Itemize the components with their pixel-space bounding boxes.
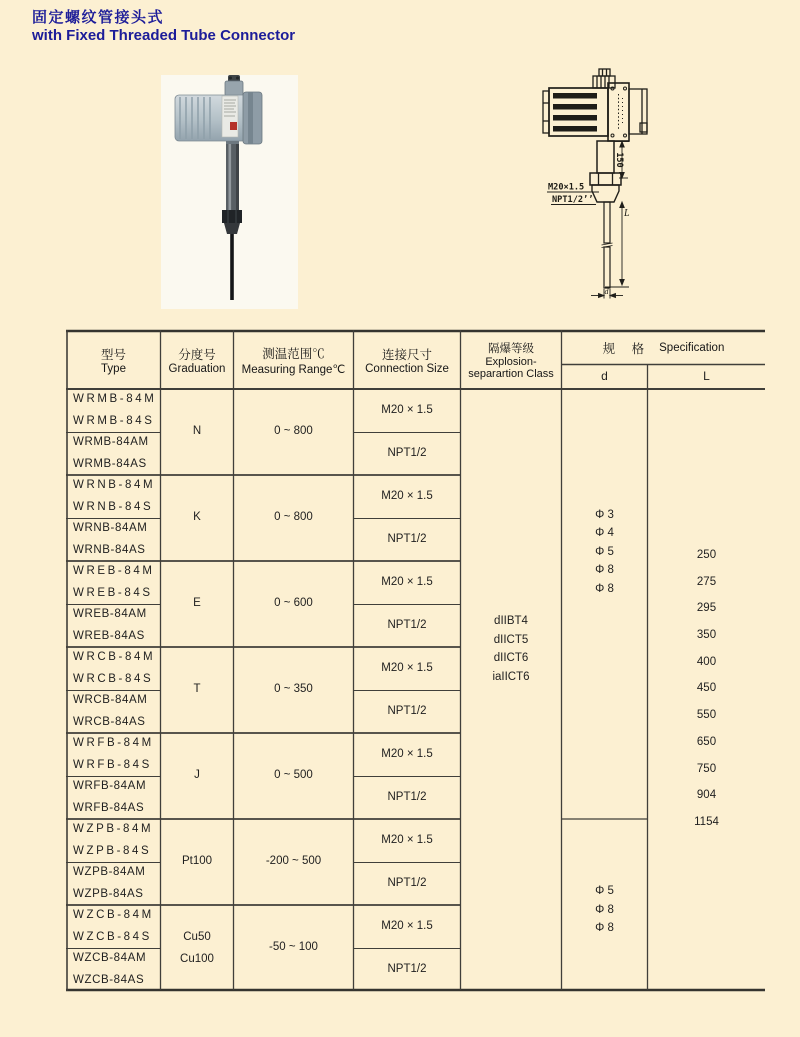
- col-header-type-en: Type: [101, 363, 126, 375]
- d-value: Φ 5: [595, 885, 614, 897]
- graduation-cell: [161, 905, 233, 991]
- l-value: 275: [696, 575, 717, 588]
- graduation-cell: K: [193, 511, 201, 524]
- d-value: Φ 8: [595, 582, 614, 595]
- explosion-class-list: [461, 612, 561, 686]
- model-cell: WZCB-84AM: [73, 952, 147, 965]
- model-cell: WRFB-84S: [73, 758, 152, 771]
- graduation-cell: N: [192, 425, 202, 438]
- col-header-spec-en: Specification: [659, 341, 725, 354]
- model-cell: WRNB-84AS: [73, 543, 146, 556]
- d-value-list-lower: [562, 882, 647, 938]
- thread-npt-label: NPT1/2’’: [552, 195, 594, 205]
- model-cell: WRNB-84AM: [73, 522, 148, 535]
- col-header-l: L: [703, 369, 710, 384]
- range-cell: 0 ~ 350: [274, 683, 313, 696]
- col-header-explosion-zh: 隔爆等级: [488, 342, 534, 355]
- connection-cell: M20 × 1.5: [381, 489, 433, 502]
- l-value: 295: [696, 602, 717, 615]
- model-cell: WREB-84S: [73, 586, 153, 599]
- model-cell: WRMB-84AS: [73, 457, 147, 470]
- l-value: 350: [696, 629, 717, 642]
- model-cell: WREB-84M: [73, 565, 155, 578]
- col-header-explosion-en2: separartion Class: [468, 367, 554, 380]
- col-header-range: [234, 331, 353, 389]
- connection-cell: NPT1/2: [387, 962, 427, 975]
- col-header-connection-en: Connection Size: [365, 363, 449, 375]
- dim-150-label: 150: [614, 152, 624, 168]
- model-cell: WRMB-84AM: [73, 436, 149, 449]
- model-cell: WRFB-84AS: [73, 801, 145, 814]
- graduation-cell: E: [193, 597, 201, 610]
- graduation-cell: Pt100: [181, 855, 213, 868]
- d-value: Φ 8: [595, 922, 614, 934]
- connection-cell: NPT1/2: [387, 704, 427, 717]
- explosion-class: dIIBT4: [494, 615, 528, 627]
- graduation-line2: Cu100: [180, 953, 214, 965]
- connection-cell: NPT1/2: [387, 876, 427, 889]
- model-cell: WRCB-84M: [73, 651, 156, 664]
- l-value: 550: [696, 709, 717, 722]
- d-value: Φ 8: [595, 903, 614, 916]
- col-header-type: [67, 331, 160, 389]
- model-cell: WRFB-84AM: [73, 780, 147, 793]
- model-cell: WRNB-84S: [73, 500, 154, 513]
- range-cell: 0 ~ 800: [274, 425, 313, 438]
- graduation-cell: T: [193, 683, 201, 696]
- col-header-explosion: [461, 330, 561, 389]
- d-value: Φ 5: [595, 545, 614, 558]
- connection-cell: M20 × 1.5: [381, 661, 433, 674]
- model-cell: WRCB-84S: [73, 672, 154, 685]
- model-cell: WZPB-84AM: [73, 866, 146, 879]
- connection-cell: M20 × 1.5: [381, 833, 433, 846]
- col-header-type-zh: 型号: [100, 348, 126, 362]
- d-value-list-upper: [562, 506, 647, 598]
- model-cell: WRMB-84M: [73, 393, 157, 406]
- connection-cell: M20 × 1.5: [381, 575, 433, 588]
- model-cell: WZCB-84M: [73, 909, 154, 922]
- model-cell: WRFB-84M: [73, 737, 154, 750]
- connection-cell: M20 × 1.5: [381, 403, 433, 416]
- explosion-class: iaIICT6: [492, 670, 530, 683]
- dim-l-label: L: [624, 208, 630, 219]
- range-cell: 0 ~ 800: [274, 511, 313, 524]
- col-header-d: d: [601, 369, 608, 384]
- range-cell: -50 ~ 100: [269, 941, 318, 954]
- col-header-range-en: Measuring Range℃: [241, 364, 346, 376]
- model-cell: WRCB-84AS: [73, 715, 146, 728]
- l-value: 750: [696, 762, 717, 775]
- range-cell: 0 ~ 500: [274, 769, 313, 782]
- page-title-zh: 固定螺纹管接头式: [32, 9, 165, 26]
- d-value: Φ 3: [595, 509, 614, 521]
- col-header-explosion-en1: Explosion-: [485, 355, 537, 368]
- col-header-specification: [562, 331, 765, 364]
- graduation-cell: J: [194, 769, 200, 782]
- model-cell: WZCB-84S: [73, 930, 152, 943]
- l-value: 650: [696, 735, 717, 748]
- model-cell: WRNB-84M: [73, 479, 156, 492]
- col-header-graduation-en: Graduation: [168, 363, 226, 375]
- col-header-connection: [354, 331, 460, 389]
- explosion-class: dIICT5: [493, 633, 529, 646]
- col-header-spec-zh: 规 格: [602, 341, 647, 356]
- explosion-class: dIICT6: [493, 652, 529, 665]
- model-cell: WREB-84AS: [73, 629, 145, 642]
- l-value: 450: [696, 682, 717, 695]
- connection-cell: NPT1/2: [387, 618, 427, 631]
- connection-cell: NPT1/2: [387, 446, 427, 459]
- l-value-list: [648, 542, 765, 836]
- model-cell: WRMB-84S: [73, 414, 155, 427]
- col-header-graduation: [161, 331, 233, 389]
- col-header-graduation-zh: 分度号: [178, 348, 216, 362]
- model-cell: WZPB-84S: [73, 844, 152, 857]
- col-header-range-zh: 测温范围℃: [262, 347, 325, 361]
- model-cell: WRCB-84AM: [73, 694, 148, 707]
- connection-cell: NPT1/2: [387, 532, 427, 545]
- connection-cell: M20 × 1.5: [381, 919, 433, 932]
- d-value: Φ 4: [595, 527, 614, 540]
- dim-d-label: d: [604, 287, 609, 296]
- d-value: Φ 8: [595, 564, 614, 577]
- model-cell: WREB-84AM: [73, 608, 147, 621]
- l-value: 1154: [694, 815, 719, 828]
- thread-m20-label: M20×1.5: [548, 182, 585, 193]
- model-cell: WZPB-84AS: [73, 887, 144, 900]
- connection-cell: M20 × 1.5: [381, 747, 433, 760]
- range-cell: 0 ~ 600: [274, 597, 313, 610]
- col-header-connection-zh: 连接尺寸: [381, 348, 432, 362]
- model-cell: WZPB-84M: [73, 823, 154, 836]
- model-cell: WZCB-84AS: [73, 973, 145, 986]
- graduation-line1: Cu50: [183, 931, 211, 943]
- connection-cell: NPT1/2: [387, 790, 427, 803]
- l-value: 250: [696, 549, 717, 561]
- page-title-en: with Fixed Threaded Tube Connector: [32, 27, 296, 44]
- l-value: 904: [696, 789, 717, 802]
- range-cell: -200 ~ 500: [265, 855, 322, 868]
- l-value: 400: [696, 655, 717, 668]
